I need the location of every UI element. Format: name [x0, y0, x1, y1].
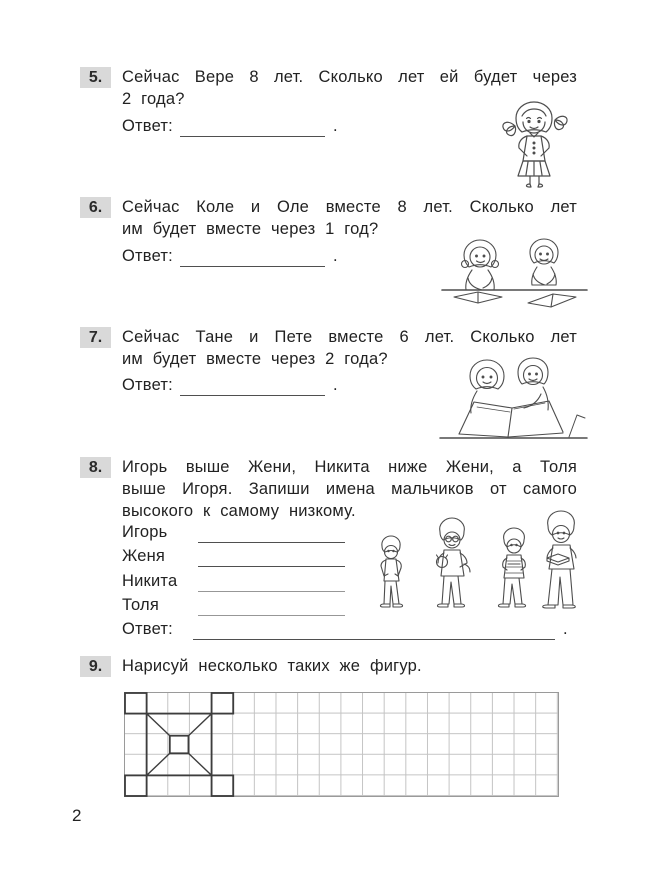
boy-tallest-with-book — [543, 511, 576, 608]
answer-label: Ответ: — [122, 620, 173, 638]
girl-with-bows-illustration — [482, 92, 588, 190]
problem-7-text-line-2: им будет вместе через 2 года? — [122, 350, 388, 368]
name-row-igor — [122, 521, 345, 543]
answer-period: . — [332, 376, 338, 394]
page-number: 2 — [72, 806, 82, 825]
problem-7-text-line-1: Сейчас Тане и Пете вместе 6 лет. Сколько лет — [122, 328, 577, 346]
answer-label: Ответ: — [122, 376, 173, 394]
answer-period: . — [332, 247, 338, 265]
problem-6-text-line-1: Сейчас Коле и Оле вместе 8 лет. Сколько лет — [122, 198, 577, 216]
problem-6-text-line-2: им будет вместе через 1 год? — [122, 220, 379, 238]
children-writing-at-desk-illustration — [440, 228, 589, 320]
answer-blank-line — [180, 377, 325, 396]
answer-blank-line — [180, 248, 325, 267]
answer-blank-line — [180, 118, 325, 137]
name-label: Никита — [122, 572, 178, 590]
name-row-zhenya — [122, 545, 345, 567]
answer-blank-line — [193, 621, 555, 640]
problem-number: 6. — [88, 199, 103, 216]
answer-period: . — [332, 117, 338, 135]
answer-label: Ответ: — [122, 247, 173, 265]
problem-number: 9. — [88, 658, 103, 675]
name-label: Толя — [122, 596, 159, 614]
boy-shortest — [380, 536, 402, 607]
problem-8-number-badge — [80, 457, 111, 478]
answer-period: . — [562, 620, 568, 638]
problem-number: 8. — [88, 459, 103, 476]
problem-7-answer-row — [122, 374, 338, 396]
problem-7-number-badge — [80, 327, 111, 348]
problem-5-text-line-2: 2 года? — [122, 90, 185, 108]
boy-striped-shirt — [498, 528, 525, 607]
boy-with-puppy — [437, 518, 471, 607]
name-blank-line — [198, 550, 345, 567]
problem-number: 5. — [88, 69, 103, 86]
answer-label: Ответ: — [122, 117, 173, 135]
problem-6-number-badge — [80, 197, 111, 218]
name-label: Игорь — [122, 523, 168, 541]
children-reading-book-illustration — [437, 350, 590, 444]
name-blank-line — [198, 599, 345, 616]
problem-5-number-badge — [80, 67, 111, 88]
name-row-tolya — [122, 594, 345, 616]
problem-8-text-line-2: выше Игоря. Запиши имена мальчиков от самого — [122, 480, 577, 498]
problem-8-text-line-3: высокого к самому низкому. — [122, 502, 356, 520]
name-row-nikita — [122, 570, 345, 592]
drawing-grid — [124, 692, 559, 797]
problem-5-answer-row — [122, 115, 338, 137]
problem-8-answer-row — [122, 618, 568, 640]
name-label: Женя — [122, 547, 166, 565]
problem-8-text-line-1: Игорь выше Жени, Никита ниже Жени, а Толя — [122, 458, 577, 476]
name-blank-line — [198, 526, 345, 543]
problem-number: 7. — [88, 329, 103, 346]
problem-9-number-badge — [80, 656, 111, 677]
problem-9-text-line-1: Нарисуй несколько таких же фигур. — [122, 657, 422, 675]
problem-6-answer-row — [122, 245, 338, 267]
problem-5-text-line-1: Сейчас Вере 8 лет. Сколько лет ей будет через — [122, 68, 577, 86]
name-blank-line — [198, 575, 345, 592]
grid-sample-figure — [121, 689, 562, 800]
four-boys-illustration — [364, 506, 582, 616]
